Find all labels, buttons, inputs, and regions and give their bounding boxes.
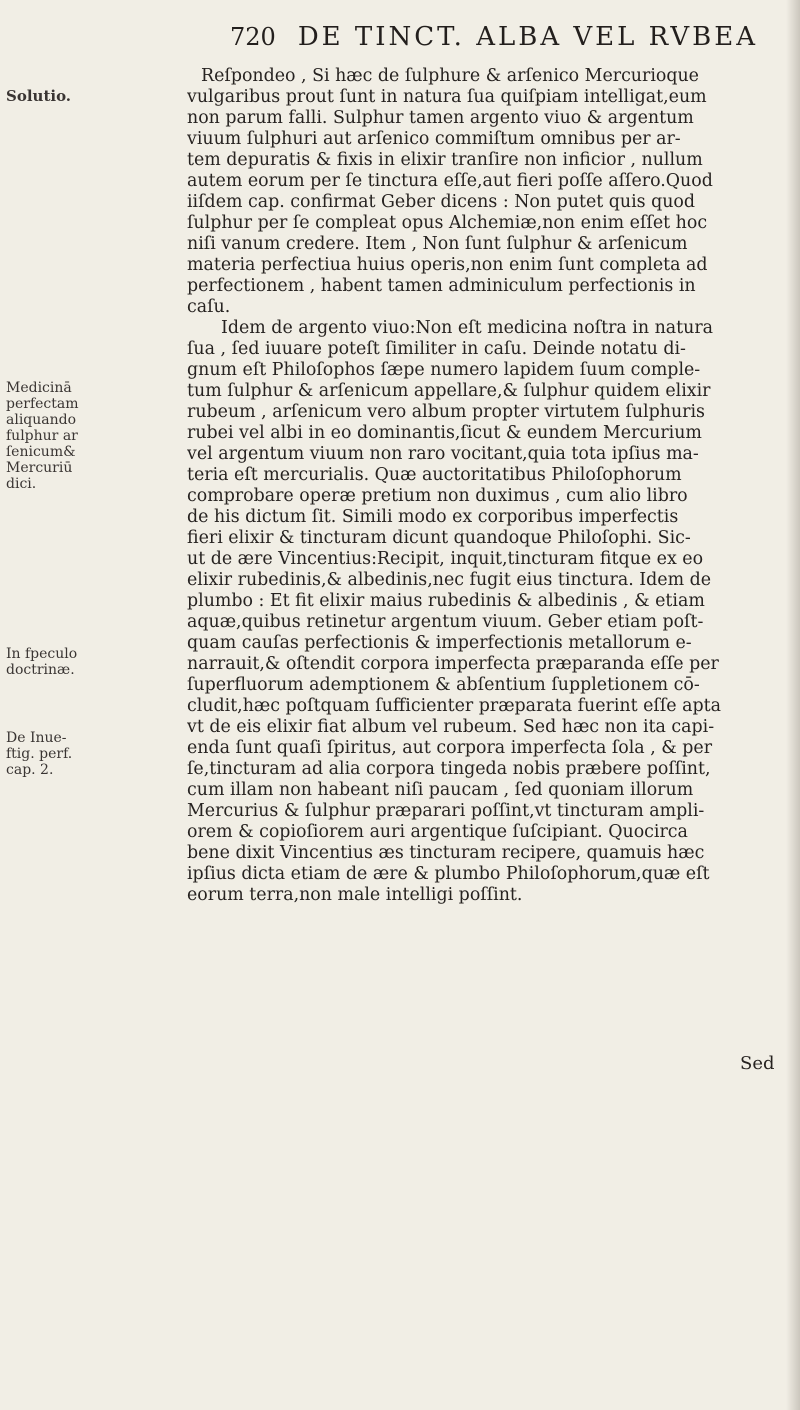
margin-note-line: cap. 2. [6,762,54,778]
body-line: caſu. [187,297,231,317]
body-line: vel argentum viuum non raro vocitant,quia tota ipſius ma- [187,444,699,464]
body-line: comprobare operæ pretium non duximus , cum alio libro [187,486,688,506]
body-line: non parum falli. Sulphur tamen argento viuo & argentum [187,108,694,128]
body-line: tum ſulphur & arſenicum appellare,& ſulphur quidem elixir [187,381,711,401]
body-line: orem & copioſiorem auri argentique ſuſcipiant. Quocirca [187,822,688,842]
body-line: cum illam non habeant niſi paucam , ſed quoniam illorum [187,780,694,800]
margin-note-line: De Inue- [6,730,67,746]
body-line: bene dixit Vincentius æs tincturam recipere, quamuis hæc [187,843,705,863]
margin-note-line: Medicinā [6,380,72,396]
margin-note-line: In fpeculo [6,646,78,662]
margin-note-line: ſenicum& [6,444,76,460]
body-line: tem depuratis & fixis in elixir tranſire non inficior , nullum [187,150,703,170]
margin-note-line: fulphur ar [6,428,78,444]
body-line: autem eorum per ſe tinctura eſſe,aut fieri poſſe aſſero.Quod [187,171,713,191]
margin-note-in-speculo [6,646,131,678]
body-line: teria eſt mercurialis. Quæ auctoritatibus Philoſophorum [187,465,682,485]
margin-note-line: Mercuriū [6,460,73,476]
body-line: eorum terra,non male intelligi poſſint. [187,885,523,905]
body-line: ipſius dicta etiam de ære & plumbo Philoſophorum,quæ eſt [187,864,710,884]
body-line: niſi vanum credere. Item , Non ſunt ſulphur & arſenicum [187,234,688,254]
margin-note-line: aliquando [6,412,77,428]
body-line: ſua , ſed iuuare poteſt ſimiliter in caſu. Deinde notatu di- [187,339,686,359]
body-line: gnum eſt Philoſophos ſæpe numero lapidem ſuum comple- [187,360,701,380]
body-line: vulgaribus prout ſunt in natura ſua quiſpiam intelligat,eum [187,87,707,107]
margin-note-medicina [6,380,131,492]
body-line: vt de eis elixir fiat album vel rubeum. Sed hæc non ita capi- [187,717,715,737]
page-number: 720 [230,23,276,51]
page-edge-shadow [786,0,800,1410]
body-line: elixir rubedinis,& albedinis,nec fugit eius tinctura. Idem de [187,570,712,590]
body-line: quam cauſas perfectionis & imperfectionis metallorum e- [187,633,692,653]
margin-note-line: perfectam [6,396,79,412]
body-line: enda ſunt quaſi ſpiritus, aut corpora imperfecta ſola , & per [187,738,713,758]
page-header [230,22,780,56]
running-head: DE TINCT. ALBA VEL RVBEA [297,22,758,52]
body-line: rubei vel albi in eo dominantis,ſicut & eundem Mercurium [187,423,702,443]
body-line: cludit,hæc poſtquam ſufficienter præparata fuerint eſſe apta [187,696,721,716]
body-line: plumbo : Et fit elixir maius rubedinis & albedinis , & etiam [187,591,705,611]
margin-note-line: doctrinæ. [6,662,75,678]
body-line: ſe,tincturam ad alia corpora tingeda nobis præbere poſſint, [187,759,711,779]
margin-note-line: dici. [6,476,37,492]
body-line: aquæ,quibus retinetur argentum viuum. Geber etiam poſt- [187,612,704,632]
body-line: iiſdem cap. confirmat Geber dicens : Non putet quis quod [187,192,696,212]
body-line: ut de ære Vincentius:Recipit, inquit,tincturam fitque ex eo [187,549,704,569]
body-line: ſuperfluorum ademptionem & abſentium ſuppletionem cō- [187,675,700,695]
margin-note-line: Solutio. [6,87,72,105]
body-line: Mercurius & ſulphur præparari poſſint,vt tincturam ampli- [187,801,705,821]
body-line: materia perfectiua huius operis,non enim ſunt completa ad [187,255,708,275]
body-line: fieri elixir & tincturam dicunt quandoque Philoſophi. Sic- [187,528,691,548]
body-line: de his dictum ſit. Simili modo ex corporibus imperfectis [187,507,679,527]
margin-note-de-inuestig [6,730,131,778]
body-line: perfectionem , habent tamen adminiculum perfectionis in [187,276,696,296]
body-line: Idem de argento viuo:Non eſt medicina noſtra in natura [221,318,714,338]
body-text [187,66,797,906]
marginalia [0,0,130,1410]
body-line: narrauit,& oſtendit corpora imperfecta præparanda eſſe per [187,654,719,674]
body-line: Reſpondeo , Si hæc de ſulphure & arſenico Mercurioque [201,66,699,86]
body-line: viuum ſulphuri aut arſenico commiſtum omnibus per ar- [187,129,681,149]
margin-note-line: ftig. perf. [6,746,73,762]
catchword: Sed [740,1053,775,1074]
margin-note-solutio [6,88,131,104]
body-line: ſulphur per ſe compleat opus Alchemiæ,non enim eſſet hoc [187,213,708,233]
body-line: rubeum , arſenicum vero album propter virtutem ſulphuris [187,402,705,422]
